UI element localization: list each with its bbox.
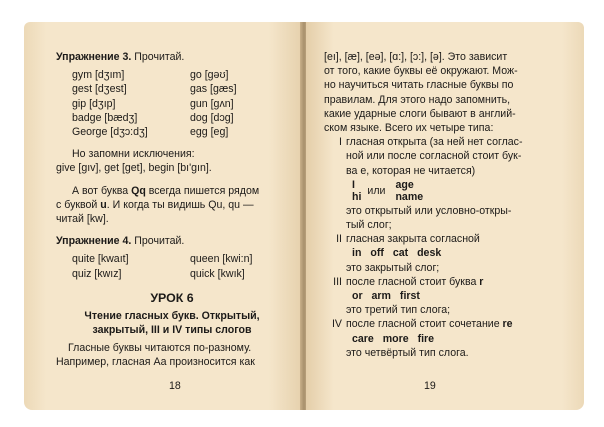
qq-rule-line-3: читай [kw]. xyxy=(56,213,109,226)
type-1-description: гласная открыта (за ней нет соглас- xyxy=(346,136,523,149)
word-left: quiz [kwız] xyxy=(72,267,122,280)
type-2-description: гласная закрыта согласной xyxy=(346,233,480,246)
type-1-description-cont: ва e, которая не читается) xyxy=(346,164,476,177)
word-right: dog [dɔg] xyxy=(190,111,234,124)
intro-line: но научиться читать гласные буквы по xyxy=(324,79,514,92)
word-left: gest [dʒest] xyxy=(72,83,127,96)
qq-text: всегда пишется рядом xyxy=(145,184,260,197)
intro-line: ском языке. Всего их четыре типа: xyxy=(324,122,494,135)
word-pair-row xyxy=(72,267,288,281)
roman-numeral: III xyxy=(333,275,342,288)
exercise-4-words xyxy=(56,252,288,280)
word-left: quite [kwaıt] xyxy=(72,253,129,266)
type-4-text: после гласной стоит сочетание xyxy=(346,318,503,331)
word-left: gip [dʒıp] xyxy=(72,97,116,110)
right-page-content xyxy=(324,50,556,360)
type-3-text: после гласной стоит буква xyxy=(346,275,480,288)
type-3-examples: or arm first xyxy=(352,290,420,303)
exercise-3-words xyxy=(56,68,288,139)
qq-letter: Qq xyxy=(131,184,146,197)
roman-numeral: I xyxy=(339,136,342,149)
intro-line: правилам. Для этого надо запомнить, xyxy=(324,93,511,106)
syllable-type-2 xyxy=(324,232,556,246)
word-pair-row xyxy=(72,252,288,266)
type-2-note: это закрытый слог; xyxy=(346,261,440,274)
lesson-title: УРОК 6 xyxy=(150,290,194,305)
word-pair-row xyxy=(72,82,288,96)
left-page-content xyxy=(56,50,288,369)
example-word: hi xyxy=(352,190,362,203)
exercise-4-heading xyxy=(56,234,288,248)
u-letter: u xyxy=(100,198,107,211)
type-2-examples: in off cat desk xyxy=(352,247,442,260)
word-left: George [dʒɔ:dʒ] xyxy=(72,126,148,139)
syllable-type-4 xyxy=(324,317,556,331)
left-page xyxy=(24,22,302,410)
example-word: age xyxy=(395,178,414,191)
re-letters: re xyxy=(502,318,513,331)
exceptions-words: give [gıv], get [get], begin [bı'gın]. xyxy=(56,162,212,175)
right-page xyxy=(306,22,584,410)
word-right: quick [kwık] xyxy=(190,267,245,280)
page-number-right: 19 xyxy=(424,380,436,392)
word-pair-row xyxy=(72,68,288,82)
example-word: I xyxy=(352,178,355,191)
type-4-examples: care more fire xyxy=(352,332,435,345)
body-text-line-2: Например, гласная Аа произносится как xyxy=(56,356,255,369)
qq-rule-line-2 xyxy=(56,198,288,212)
example-word: name xyxy=(395,190,424,203)
roman-numeral: II xyxy=(336,233,342,246)
word-right: gun [gʌn] xyxy=(190,97,234,110)
type-4-description xyxy=(346,317,513,331)
r-letter: r xyxy=(479,275,484,288)
type-1-description-cont: ной или после согласной стоит бук- xyxy=(346,150,522,163)
intro-line: какие ударные слоги бывают в англий- xyxy=(324,107,516,120)
syllable-type-1 xyxy=(324,135,556,149)
intro-line: [eı], [æ], [eə], [ɑ:], [ɔ:], [ə]. Это зависит xyxy=(324,51,508,63)
word-pair-row xyxy=(72,125,288,139)
exercise-3-instruction: Прочитай. xyxy=(131,51,185,63)
type-1-note: это открытый или условно-откры- xyxy=(346,204,512,217)
qq-text: с буквой xyxy=(56,198,101,211)
exceptions-label: Но запомни исключения: xyxy=(72,148,195,161)
type-1-examples xyxy=(324,179,556,203)
qq-rule-line-1 xyxy=(56,184,288,198)
word-right: egg [eg] xyxy=(190,126,229,139)
type-4-note: это четвёртый тип слога. xyxy=(346,346,469,359)
word-pair-row xyxy=(72,111,288,125)
exercise-3-title: Упражнение 3. xyxy=(56,51,132,63)
lesson-subtitle-line-1: Чтение гласных букв. Открытый, xyxy=(84,310,260,323)
exercise-3-heading xyxy=(56,50,288,64)
roman-numeral: IV xyxy=(331,318,342,331)
word-left: badge [bædʒ] xyxy=(72,111,138,124)
lesson-subtitle-line-2: закрытый, III и IV типы слогов xyxy=(92,324,252,337)
qq-text: А вот буква xyxy=(72,184,132,197)
intro-line: от того, какие буквы её окружают. Мож- xyxy=(324,65,518,78)
body-text-line-1: Гласные буквы читаются по-разному. xyxy=(68,342,252,355)
word-pair-row xyxy=(72,97,288,111)
exercise-4-instruction: Прочитай. xyxy=(131,235,185,248)
or-word: или xyxy=(367,184,386,197)
type-3-description xyxy=(346,275,483,289)
page-number-left: 18 xyxy=(169,380,181,392)
type-1-note: тый слог; xyxy=(346,219,392,232)
syllable-type-3 xyxy=(324,275,556,289)
word-right: go [gəʊ] xyxy=(190,69,229,82)
qq-text: . И когда ты видишь Qu, qu — xyxy=(106,198,254,211)
exercise-4-title: Упражнение 4. xyxy=(56,235,132,248)
type-3-note: это третий тип слога; xyxy=(346,304,451,317)
word-right: queen [kwi:n] xyxy=(190,253,253,266)
word-left: gym [dʒım] xyxy=(72,69,125,82)
word-right: gas [gæs] xyxy=(190,83,237,96)
open-book xyxy=(24,22,584,410)
